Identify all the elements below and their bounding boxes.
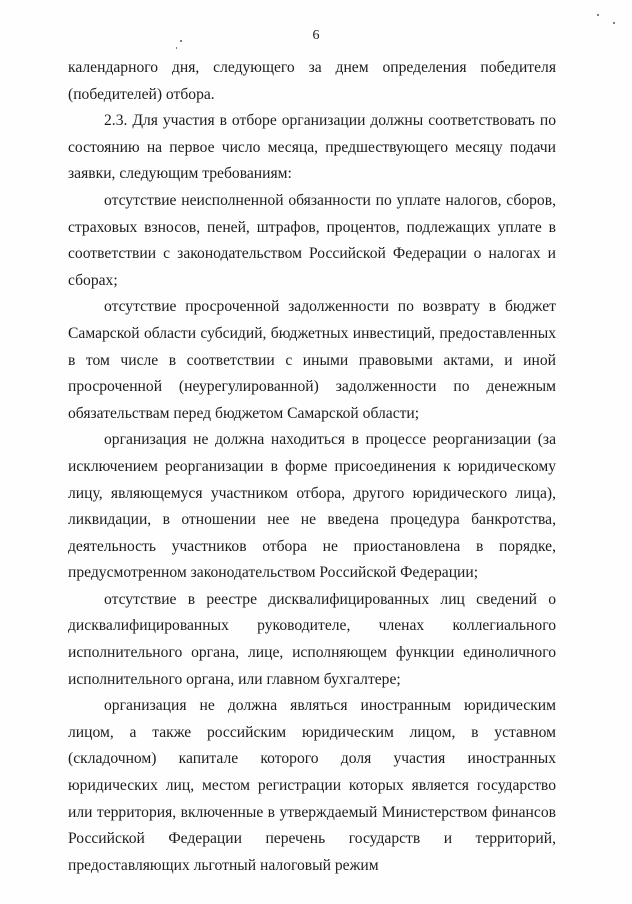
page-number: 6 <box>312 28 320 43</box>
paragraph-foreign-entity-requirement: организация не должна являться иностранным юридическим лицом, а также российским юридическим лицом, в уставном (складочном) капитале которого доля участия иностранных юридических лиц, местом регистрации которых является государство или территория, включенные в утверждаемый Министерством финансов Российской Федерации перечень государств и территорий, предоставляющих льготный налоговый режим <box>68 697 556 874</box>
paragraph-overdue-debt-requirement: отсутствие просроченной задолженности по возврату в бюджет Самарской области субсидий, бюджетных инвестиций, предоставленных в том числе в соответствии с иными правовыми актами, и иной просроченной (неурегулированной) задолженности по денежным обязательствам перед бюджетом Самарской области; <box>68 298 556 422</box>
scan-speck <box>613 22 615 24</box>
paragraph-disqualified-persons-requirement: отсутствие в реестре дисквалифицированных лиц сведений о дисквалифицированных руководителе, членах коллегиального исполнительного органа, лице, исполняющем функции единоличного исполнительного органа, или главном бухгалтере; <box>68 590 556 688</box>
paragraph-tax-requirement: отсутствие неисполненной обязанности по уплате налогов, сборов, страховых взносов, пеней, штрафов, процентов, подлежащих уплате в соответствии с законодательством Российской Федерации о налогах и сборах; <box>68 191 556 289</box>
document-body <box>68 55 556 879</box>
scan-speck <box>597 14 599 16</box>
paragraph-continuation: календарного дня, следующего за днем определения победителя (победителей) отбора. <box>68 59 556 103</box>
scan-speck <box>176 47 177 49</box>
paragraph-reorganization-requirement: организация не должна находиться в процессе реорганизации (за исключением реорганизации в форме присоединения к юридическому лицу, являющемуся участником отбора, другого юридического лица), ликвидации, в отношении нее не введена процедура банкротства, деятельность участников отбора не приостановлена в порядке, предусмотренном законодательством Российской Федерации; <box>68 431 556 582</box>
paragraph-2-3-intro: 2.3. Для участия в отборе организации должны соответствовать по состоянию на первое число месяца, предшествующего месяцу подачи заявки, следующим требованиям: <box>68 112 556 183</box>
